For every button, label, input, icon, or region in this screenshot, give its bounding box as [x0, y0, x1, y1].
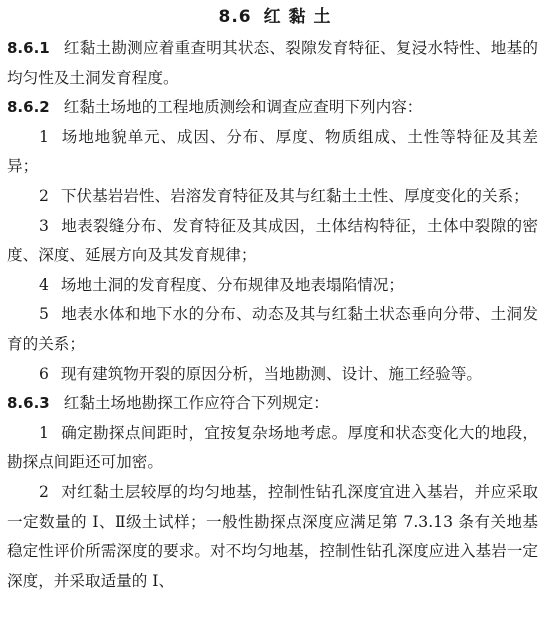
clause-number: 8.6.2 — [7, 98, 50, 117]
clause-text: 红黏土勘测应着重查明其状态、裂隙发育特征、复浸水特性、地基的均匀性及土洞发育程度。 — [7, 39, 538, 87]
item-number: 1 — [39, 423, 49, 442]
clause-8-6-2 — [7, 93, 538, 123]
item-text: 下伏基岩岩性、岩溶发育特征及其与红黏土土性、厚度变化的关系； — [60, 186, 529, 205]
item-number: 2 — [39, 186, 49, 205]
list-item — [7, 478, 538, 596]
list-item — [7, 300, 538, 359]
list-item — [7, 419, 538, 478]
list-item — [7, 123, 538, 182]
section-heading — [0, 6, 550, 28]
clause-8-6-1 — [7, 34, 538, 93]
list-item — [7, 182, 538, 212]
item-number: 3 — [39, 216, 49, 235]
clause-text: 红黏土场地勘探工作应符合下列规定： — [63, 394, 329, 413]
list-item — [7, 271, 538, 301]
clause-number: 8.6.1 — [7, 39, 50, 57]
section-body — [0, 34, 550, 596]
list-item — [7, 360, 538, 390]
item-number: 6 — [39, 364, 49, 383]
item-text: 地表裂缝分布、发育特征及其成因，土体结构特征，土体中裂隙的密度、深度、延展方向及其发育规律； — [7, 216, 538, 265]
item-text: 场地地貌单元、成因、分布、厚度、物质组成、土性等特征及其差异； — [7, 127, 538, 176]
list-item — [7, 212, 538, 271]
item-text: 场地土洞的发育程度、分布规律及地表塌陷情况； — [60, 275, 404, 294]
clause-number: 8.6.3 — [7, 394, 50, 413]
item-number: 5 — [39, 305, 49, 324]
item-text: 地表水体和地下水的分布、动态及其与红黏土状态垂向分带、土洞发育的关系； — [7, 305, 538, 353]
clause-8-6-3 — [7, 389, 538, 419]
item-number: 2 — [39, 482, 49, 501]
item-number: 1 — [39, 127, 49, 146]
clause-text: 红黏土场地的工程地质测绘和调查应查明下列内容： — [63, 98, 423, 117]
item-text: 对红黏土层较厚的均匀地基，控制性钻孔深度宜进入基岩，并应采取一定数量的 Ⅰ、Ⅱ级土试样；一般性勘探点深度应满足第 7.3.13 条有关地基稳定性评价所需深度的要求。对不均匀地基，控制性钻孔深度应进入基岩一定深度，并采取适量的 Ⅰ、 — [7, 482, 538, 590]
item-text: 确定勘探点间距时，宜按复杂场地考虑。厚度和状态变化大的地段，勘探点间距还可加密。 — [7, 423, 538, 472]
item-text: 现有建筑物开裂的原因分析，当地勘测、设计、施工经验等。 — [60, 364, 482, 383]
item-number: 4 — [39, 275, 49, 294]
section-title-text: 红 黏 土 — [263, 7, 332, 27]
section-number: 8.6 — [218, 7, 252, 27]
